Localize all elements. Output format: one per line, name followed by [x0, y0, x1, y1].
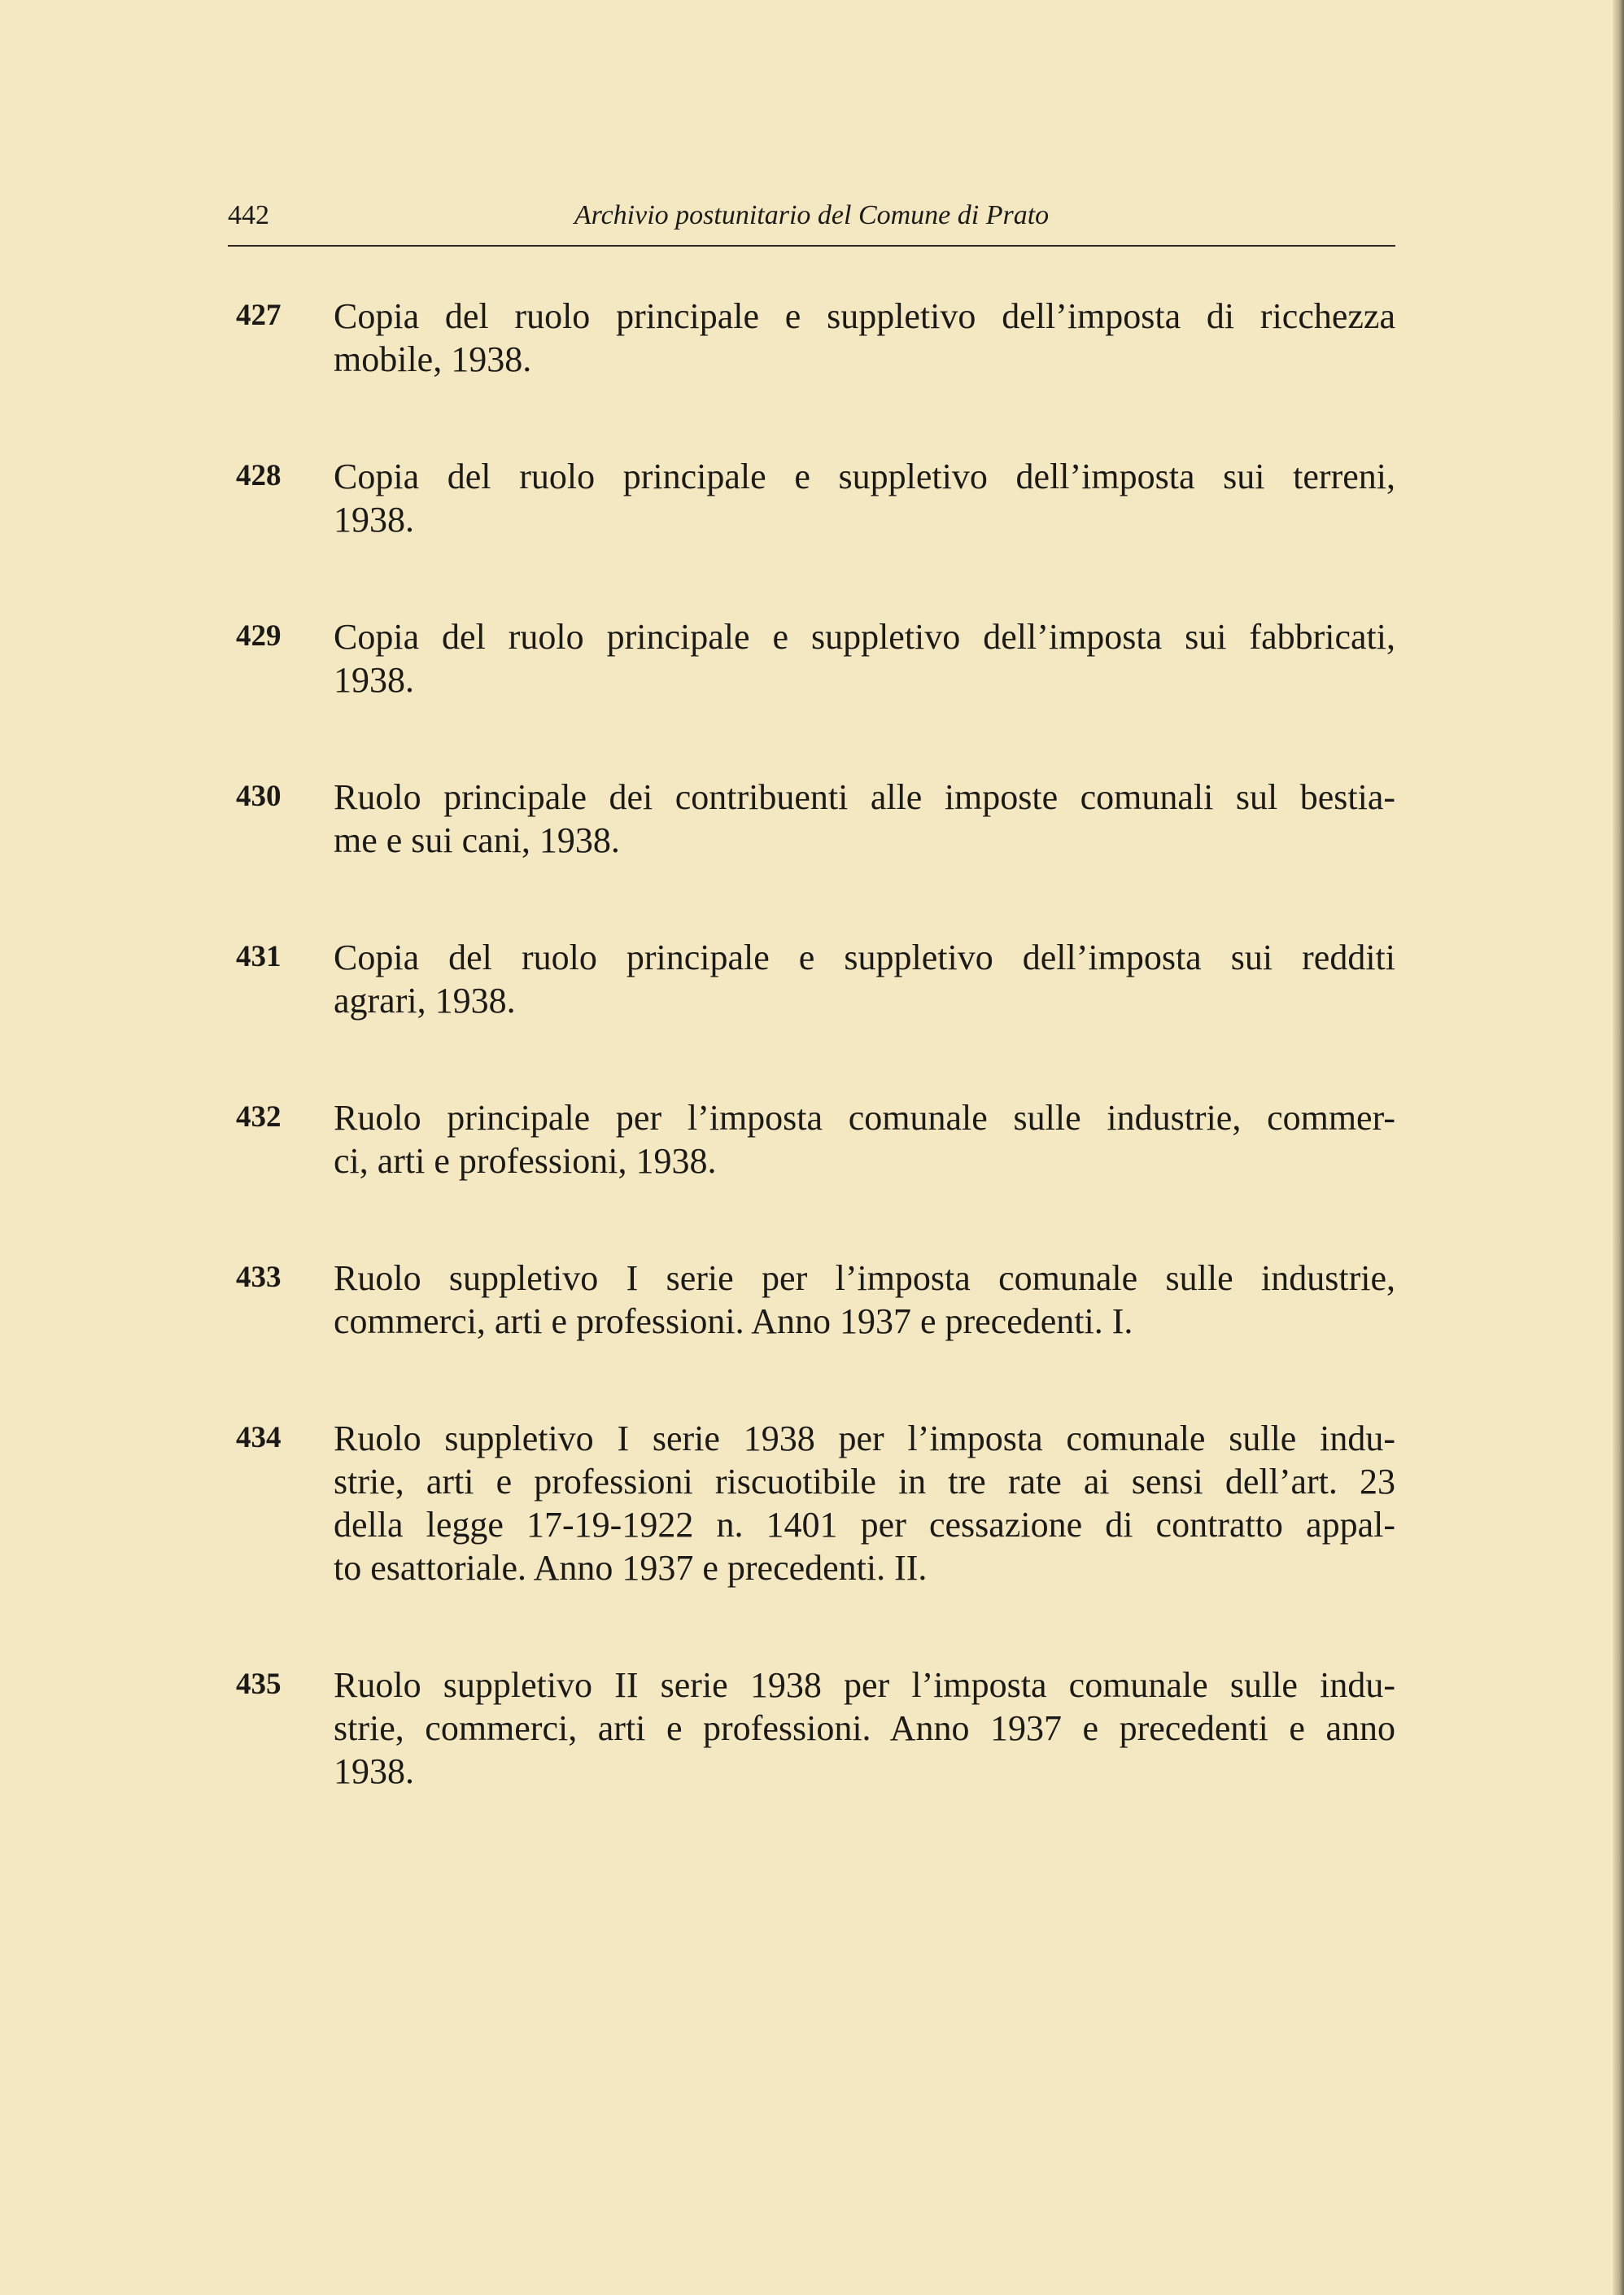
running-title: Archivio postunitario del Comune di Prato [574, 200, 1050, 230]
entry-description [334, 455, 1395, 541]
entry-line: Ruolo suppletivo I serie per l’imposta comunale sulle industrie, [334, 1258, 1395, 1298]
entry-description [334, 1257, 1395, 1343]
entry-number: 432 [236, 1100, 282, 1134]
entry-number: 434 [236, 1421, 282, 1454]
entry-number: 433 [236, 1261, 282, 1294]
entry-line: to esattoriale. Anno 1937 e precedenti. II. [334, 1548, 928, 1588]
entry-description [334, 1417, 1395, 1589]
catalog-entry [236, 1257, 1395, 1417]
entry-line: Ruolo principale dei contribuenti alle imposte comunali sul bestia- [334, 777, 1395, 817]
entry-line: 1938. [334, 1751, 414, 1791]
entry-line: Copia del ruolo principale e suppletivo dell’imposta di ricchezza [334, 296, 1395, 336]
entry-line: Copia del ruolo principale e suppletivo dell’imposta sui terreni, [334, 457, 1395, 496]
catalog-entry [236, 1663, 1395, 1867]
entry-description [334, 936, 1395, 1022]
entry-description [334, 1096, 1395, 1182]
entry-number: 431 [236, 940, 282, 973]
entry-line: agrari, 1938. [334, 981, 516, 1021]
catalog-entry [236, 295, 1395, 455]
entry-number: 429 [236, 619, 282, 653]
entry-line: Ruolo suppletivo II serie 1938 per l’imposta comunale sulle indu- [334, 1665, 1395, 1705]
entry-line: 1938. [334, 500, 414, 540]
entry-number: 428 [236, 459, 282, 492]
entry-line: ci, arti e professioni, 1938. [334, 1141, 717, 1181]
entry-line: me e sui cani, 1938. [334, 820, 620, 860]
page-edge [1613, 0, 1624, 2295]
page-number: 442 [228, 200, 269, 230]
entry-description [334, 1663, 1395, 1793]
entry-line: mobile, 1938. [334, 339, 532, 379]
entry-line: strie, arti e professioni riscuotibile in tre rate ai sensi dell’art. 23 [334, 1462, 1395, 1502]
page-header [228, 195, 1395, 244]
entry-line: 1938. [334, 660, 414, 700]
entry-line: commerci, arti e professioni. Anno 1937 e precedenti. I. [334, 1301, 1133, 1341]
catalog-entry [236, 615, 1395, 776]
catalog-entry [236, 936, 1395, 1096]
entry-description [334, 295, 1395, 381]
entry-number: 435 [236, 1668, 282, 1701]
entry-number: 430 [236, 780, 282, 813]
entry-line: strie, commerci, arti e professioni. Anno 1937 e precedenti e anno [334, 1708, 1395, 1748]
header-rule [228, 245, 1395, 247]
catalog-entry [236, 455, 1395, 615]
entry-line: Copia del ruolo principale e suppletivo dell’imposta sui redditi [334, 938, 1395, 977]
entry-line: della legge 17-19-1922 n. 1401 per cessazione di contratto appal- [334, 1505, 1395, 1545]
catalog-entry [236, 776, 1395, 936]
entry-description [334, 776, 1395, 862]
catalog-entry [236, 1096, 1395, 1257]
entry-description [334, 615, 1395, 702]
entry-list [236, 295, 1395, 1867]
entry-number: 427 [236, 299, 282, 332]
catalog-entry [236, 1417, 1395, 1663]
entry-line: Ruolo suppletivo I serie 1938 per l’imposta comunale sulle indu- [334, 1419, 1395, 1458]
entry-line: Copia del ruolo principale e suppletivo dell’imposta sui fabbricati, [334, 617, 1395, 657]
entry-line: Ruolo principale per l’imposta comunale sulle industrie, commer- [334, 1098, 1395, 1138]
